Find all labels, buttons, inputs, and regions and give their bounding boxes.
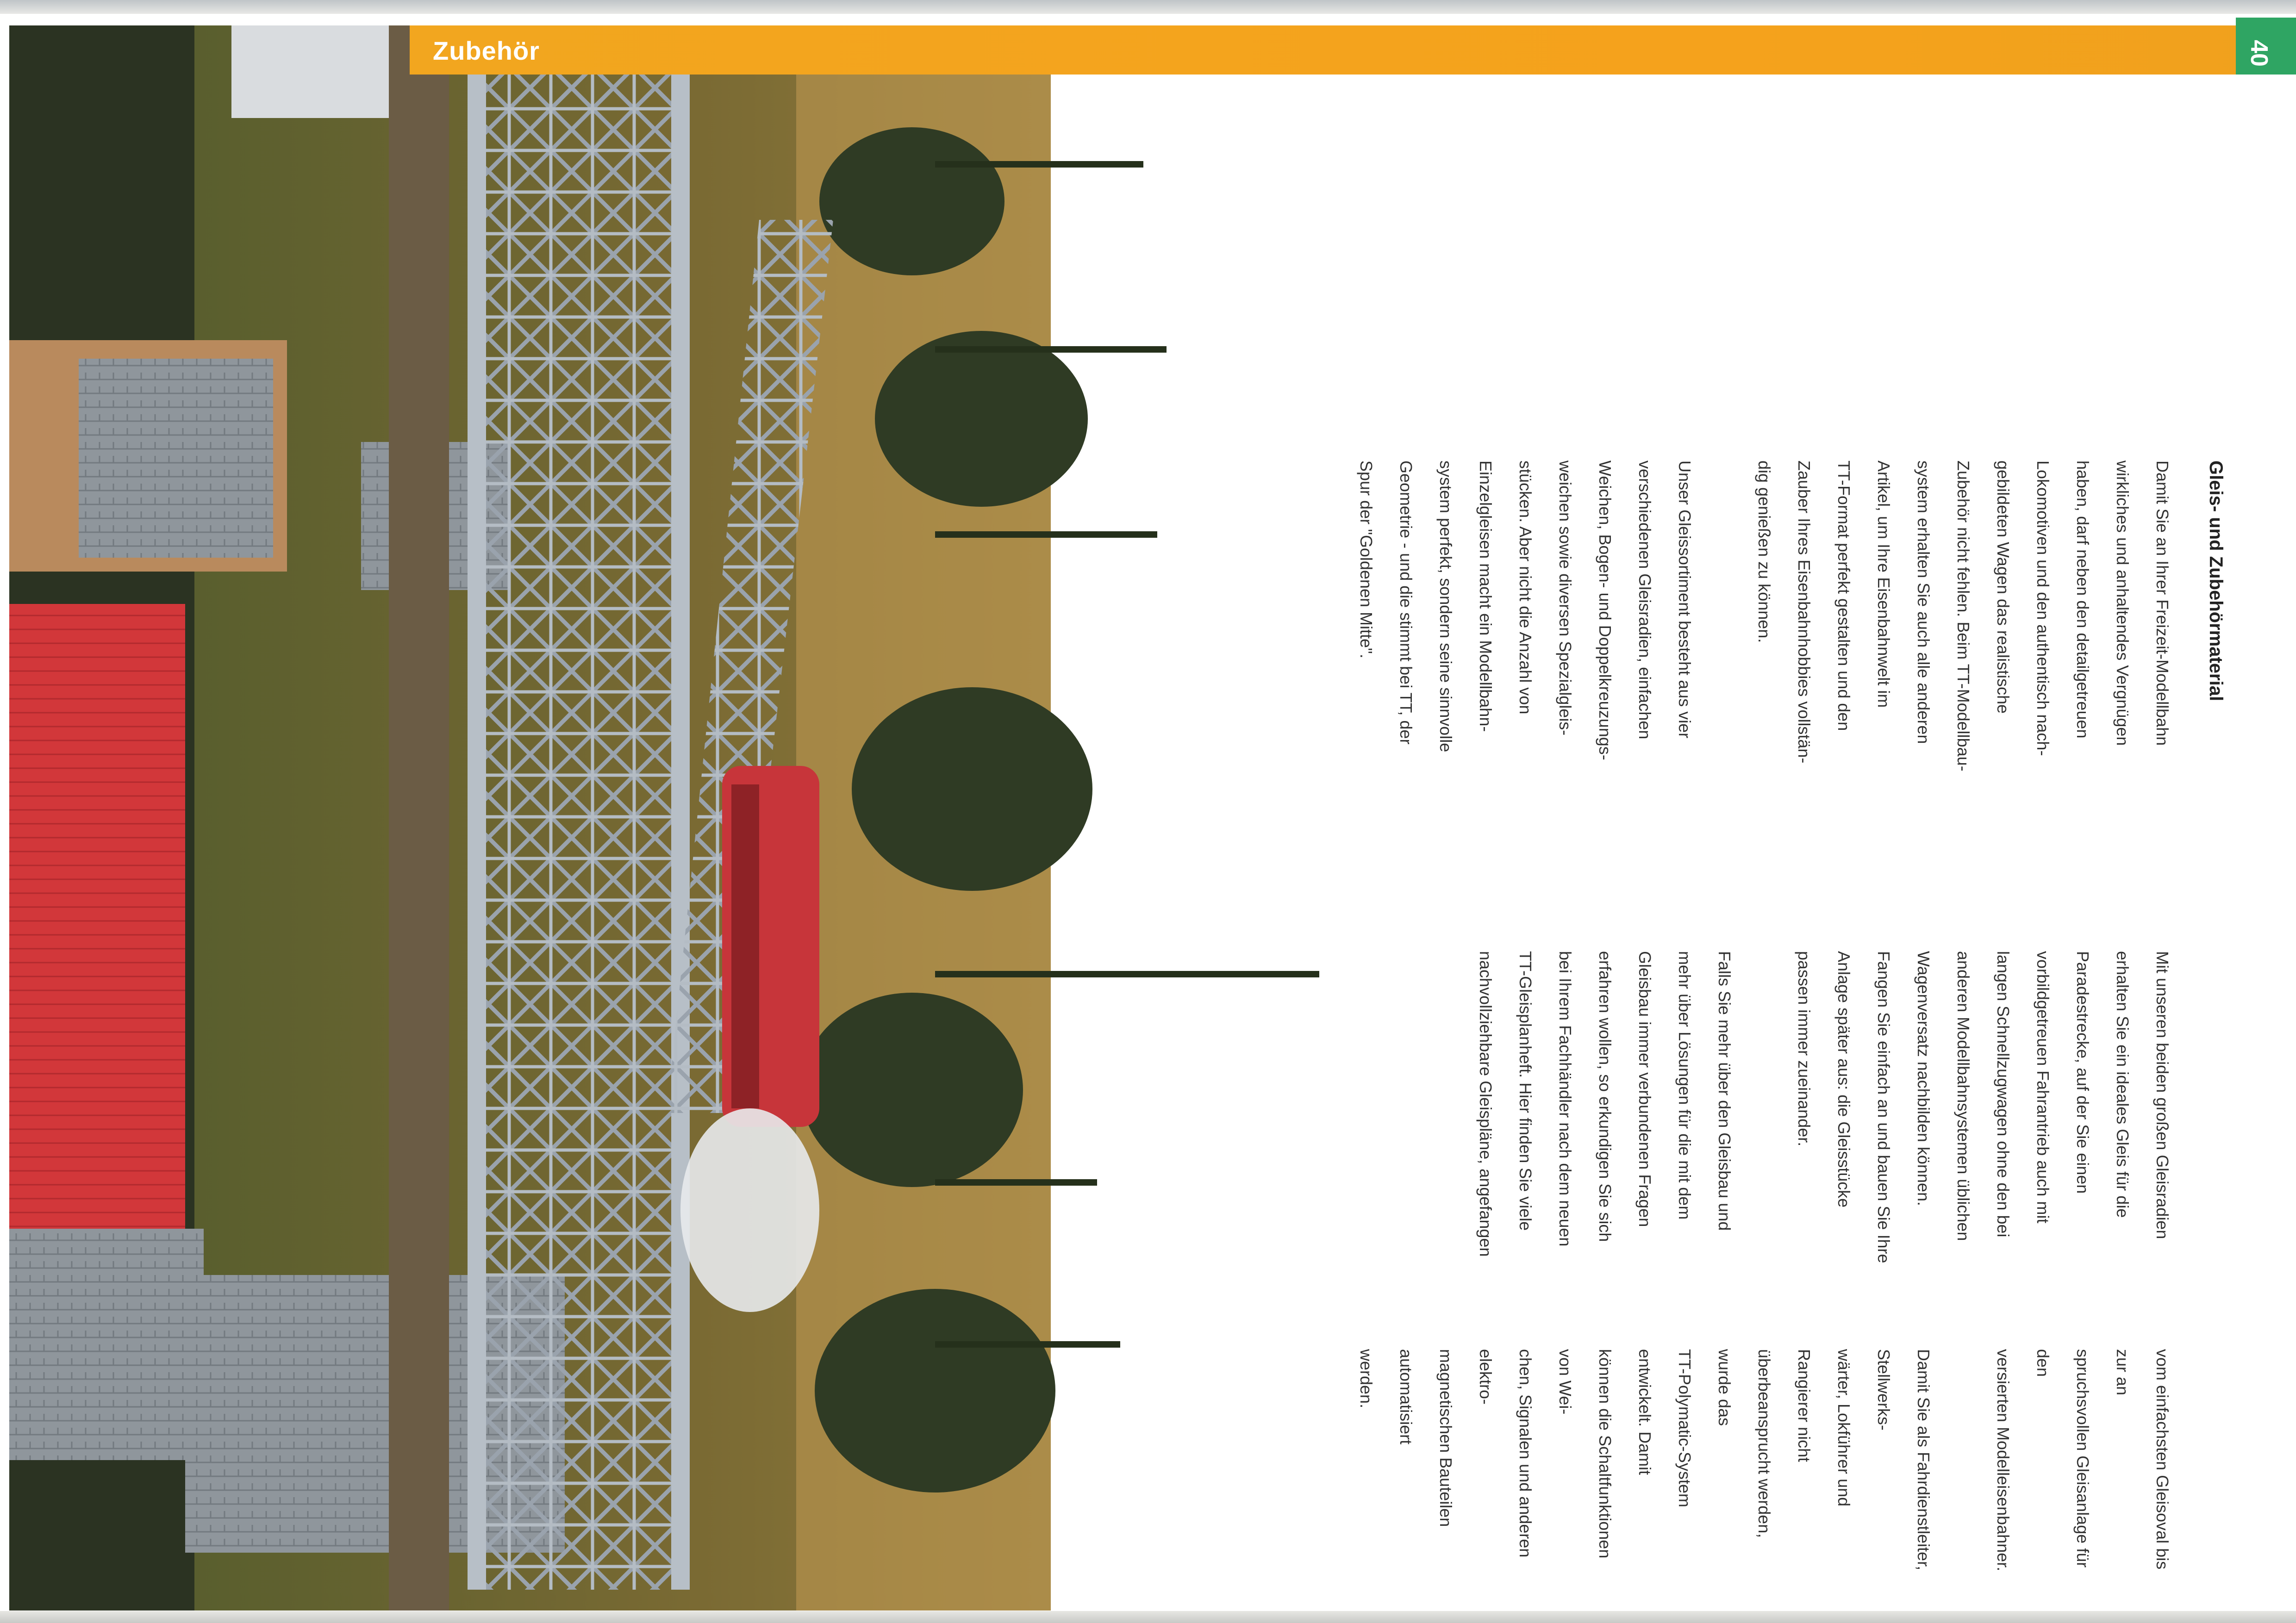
article-rotated-frame [1357,81,2236,1585]
page-number: 40 [2246,40,2272,67]
scan-top-edge [0,0,2296,14]
article-heading: Gleis- und Zubehörmaterial [2206,460,2226,702]
scan-bottom-edge [0,1611,2296,1623]
article-column-3 [1306,1349,2182,1580]
paragraph-gleisplanheft: Falls Sie mehr über den Gleisbau und mehr über Lösungen für die mit dem Gleisbau immer verbundenen Fragen erfahren wollen, so erkundigen Sie sich bei Ihrem Fachhändler nach dem neuen TT-Gleisplanheft. Hier finden Sie viele nachvollziehbare Gleispläne, angefangen [1476,951,1734,1257]
bridge-scene-illustration [9,25,1389,1611]
article-area [1357,81,2236,1585]
paragraph-gleisradien: Mit unseren beiden großen Gleisradien erhalten Sie ein ideales Gleis für die Paradestrecke, auf der Sie einen vorbildgetreuen Fahrantrieb auch mit langen Schnellzugwagen ohne den bei anderen Modellbahnsystemen üblichen Wagenversatz nachbilden können. Fangen Sie einfach an und bauen Sie Ihre Anlage später aus: die Gleisstücke passen immer zueinander. [1795,951,2172,1263]
paragraph-gleissortiment: Unser Gleissortiment besteht aus vier verschiedenen Gleisradien, einfachen Weichen, Bogen- und Doppelkreuzungs- weichen sowie diversen Spezialgleis- stücken. Aber nicht die Anzahl von Einzelgleisen macht ein Modellbahn- system perfekt, sondern seine sinnvolle Geometrie - und die stimmt bei TT, der Spur der "Goldenen Mitte". [1357,460,1694,760]
model-railway-photo [9,25,1389,1611]
paragraph-intro: Damit Sie an Ihrer Freizeit-Modellbahn wirkliches und anhaltendes Vergnügen haben, darf neben den detailgetreuen Lokomotiven und den authentisch nach- gebildeten Wagen das realistische Zubehör nicht fehlen. Beim TT-Modellbau- system erhalten Sie auch alle anderen Artikel, um Ihre Eisenbahnwelt im TT-Format perfekt gestalten und den Zauber Ihres Eisenbahnhobbies vollstän- dig genießen zu können. [1755,460,2172,771]
article-column-1 [1306,460,2236,933]
paragraph-gleisoval: vom einfachsten Gleisoval bis zur an spruchsvollen Gleisanlage für den versierten Modelleisenbahner. [1994,1349,2172,1572]
paragraph-polymatic: Damit Sie als Fahrdienstleiter, Stellwerks- wärter, Lokführer und Rangierer nicht überbeansprucht werden, wurde das TT-Polymatic-System entwickelt. Damit können die Schaltfunktionen von Wei- chen, Signalen und anderen elektro- magnetischen Bauteilen automatisiert werden. [1357,1349,1933,1571]
header-bar [410,25,2296,75]
section-title: Zubehör [433,36,540,65]
